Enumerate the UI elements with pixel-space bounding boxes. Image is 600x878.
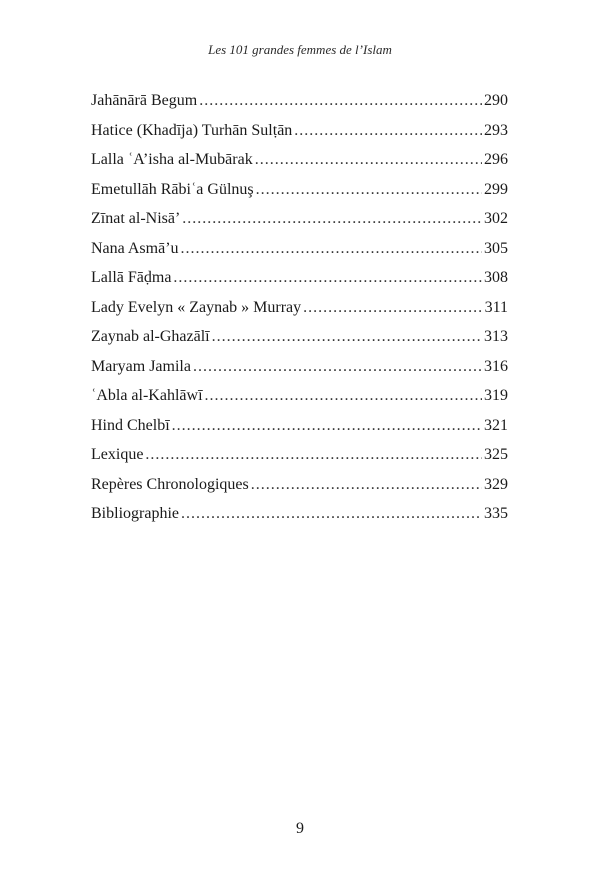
toc-entry-page: 316 bbox=[484, 357, 508, 375]
toc-dot-leader bbox=[181, 503, 482, 525]
toc-entry bbox=[91, 149, 508, 179]
toc-entry-title: Emetullāh Rābiʿa Gülnuş bbox=[91, 180, 254, 198]
toc-dot-leader bbox=[212, 326, 482, 348]
toc-entry bbox=[91, 120, 508, 150]
toc-entry-page: 296 bbox=[484, 151, 508, 168]
toc-dot-leader bbox=[205, 385, 482, 407]
toc-dot-leader bbox=[173, 267, 482, 289]
toc-entry-title: Lexique bbox=[91, 446, 144, 463]
toc-entry bbox=[91, 474, 508, 504]
toc-entry-page: 329 bbox=[484, 475, 508, 493]
toc-dot-leader bbox=[256, 179, 482, 201]
toc-entry-title: Maryam Jamila bbox=[91, 357, 191, 375]
toc-entry-page: 308 bbox=[484, 269, 508, 286]
toc-entry-page: 311 bbox=[484, 298, 508, 316]
toc-entry-page: 302 bbox=[484, 210, 508, 227]
toc-entry-page: 305 bbox=[484, 239, 508, 257]
toc-dot-leader bbox=[251, 474, 482, 496]
toc-entry bbox=[91, 356, 508, 386]
toc-entry-page: 290 bbox=[484, 92, 508, 109]
running-header: Les 101 grandes femmes de l’Islam bbox=[208, 42, 392, 57]
table-of-contents bbox=[91, 90, 508, 533]
toc-entry-title: Lalla ʿA’isha al-Mubārak bbox=[91, 151, 253, 168]
toc-entry-title: Nana Asmā’u bbox=[91, 239, 179, 257]
toc-entry-page: 335 bbox=[484, 505, 508, 522]
toc-dot-leader bbox=[182, 208, 482, 230]
toc-entry bbox=[91, 297, 508, 327]
page-number: 9 bbox=[296, 820, 304, 837]
toc-entry-title: Jahānārā Begum bbox=[91, 92, 198, 109]
toc-entry-title: Bibliographie bbox=[91, 505, 179, 522]
toc-entry-title: Zaynab al-Ghazālī bbox=[91, 328, 210, 345]
toc-dot-leader bbox=[193, 356, 482, 378]
toc-dot-leader bbox=[294, 120, 482, 142]
toc-entry-title: Lallā Fāḍma bbox=[91, 269, 172, 286]
toc-entry bbox=[91, 208, 508, 238]
toc-dot-leader bbox=[145, 444, 482, 466]
toc-entry bbox=[91, 415, 508, 445]
toc-entry-title: Zīnat al-Nisā’ bbox=[91, 210, 181, 227]
toc-dot-leader bbox=[181, 238, 482, 260]
toc-entry-page: 293 bbox=[484, 121, 508, 139]
toc-entry-title: Hatice (Khadīja) Turhān Sulṭān bbox=[91, 121, 293, 139]
toc-entry-page: 299 bbox=[484, 180, 508, 198]
toc-dot-leader bbox=[303, 297, 482, 319]
toc-entry bbox=[91, 385, 508, 415]
toc-entry bbox=[91, 179, 508, 209]
toc-entry-page: 321 bbox=[484, 416, 508, 434]
toc-entry bbox=[91, 267, 508, 297]
toc-dot-leader bbox=[172, 415, 482, 437]
toc-entry-title: Hind Chelbī bbox=[91, 416, 170, 434]
toc-dot-leader bbox=[199, 90, 482, 112]
toc-entry-title: Lady Evelyn « Zaynab » Murray bbox=[91, 298, 302, 316]
toc-entry bbox=[91, 444, 508, 474]
toc-entry-page: 313 bbox=[484, 328, 508, 345]
toc-entry-page: 319 bbox=[484, 387, 508, 404]
toc-entry bbox=[91, 238, 508, 268]
toc-entry-title: Repères Chronologiques bbox=[91, 475, 249, 493]
toc-entry bbox=[91, 90, 508, 120]
toc-dot-leader bbox=[255, 149, 482, 171]
toc-entry bbox=[91, 503, 508, 533]
toc-entry-title: ʿAbla al-Kahlāwī bbox=[91, 387, 203, 404]
toc-entry-page: 325 bbox=[484, 446, 508, 463]
toc-entry bbox=[91, 326, 508, 356]
